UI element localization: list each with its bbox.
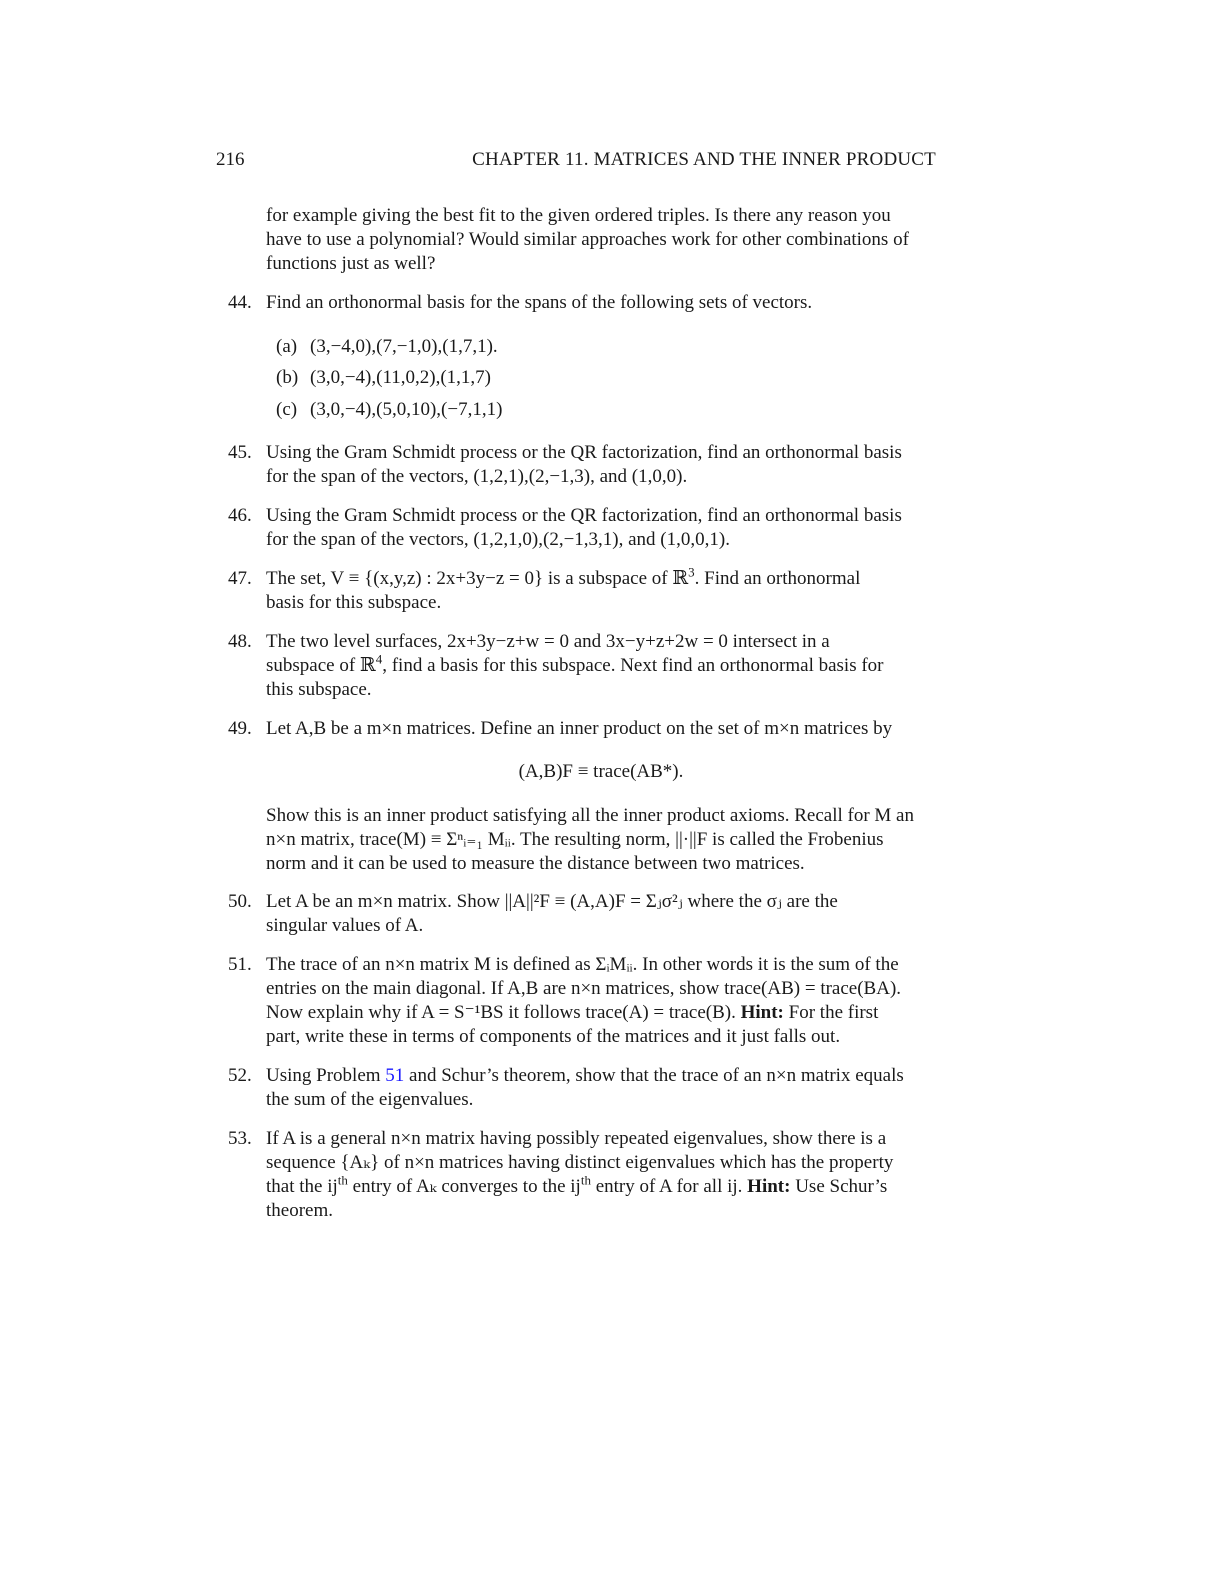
problem-text [266, 890, 936, 938]
text-span: Now explain why if A = S⁻¹BS it follows trace(A) = trace(B). [266, 1002, 736, 1023]
problem-number: 46. [228, 505, 252, 526]
text-line: If A is a general n×n matrix having possibly repeated eigenvalues, show there is a [266, 1128, 887, 1149]
text-line [266, 1172, 936, 1199]
problem-number: 52. [228, 1065, 252, 1086]
problem-reference-link[interactable]: 51 [385, 1065, 405, 1086]
superscript: th [580, 1172, 591, 1188]
subitem-b [276, 366, 776, 390]
text-line: part, write these in terms of components of the matrices and it just falls out. [266, 1026, 841, 1047]
text-line: The two level surfaces, 2x+3y−z+w = 0 and 3x−y+z+2w = 0 intersect in a [266, 631, 830, 652]
vector-set: (3,0,−4),(11,0,2),(1,1,7) [310, 367, 491, 388]
superscript: th [337, 1172, 348, 1188]
problem-text [266, 564, 936, 615]
problem-text [266, 504, 936, 552]
text-line: Show this is an inner product satisfying all the inner product axioms. Recall for M an [266, 805, 914, 826]
text-span: . Find an orthonormal [694, 568, 861, 589]
text-span: entry of Aₖ converges to the ij [352, 1176, 581, 1197]
text-line: n×n matrix, trace(M) ≡ Σⁿᵢ₌₁ Mᵢᵢ. The resulting norm, ||·||F is called the Frobenius [266, 829, 884, 850]
vector-set: (3,0,−4),(5,0,10),(−7,1,1) [310, 399, 503, 420]
text-line: this subspace. [266, 679, 372, 700]
text-span: entry of A for all ij. [595, 1176, 743, 1197]
text-span: Use Schur’s [795, 1176, 888, 1197]
text-span: subspace of ℝ [266, 655, 376, 676]
problem-text [266, 1064, 936, 1112]
problem-text [266, 630, 936, 702]
problem-text [266, 441, 936, 489]
text-line: Using the Gram Schmidt process or the QR factorization, find an orthonormal basis [266, 442, 902, 463]
text-span: , find a basis for this subspace. Next find an orthonormal basis for [382, 655, 884, 676]
problem-text [266, 953, 936, 1049]
text-line: Using the Gram Schmidt process or the QR factorization, find an orthonormal basis [266, 505, 902, 526]
text-line: Let A be an m×n matrix. Show ||A||²F ≡ (A,A)F = Σⱼσ²ⱼ where the σⱼ are the [266, 891, 838, 912]
text-line: theorem. [266, 1200, 334, 1221]
chapter-title: CHAPTER 11. MATRICES AND THE INNER PRODUCT [472, 149, 936, 170]
subitem-c [276, 398, 776, 422]
subitem-label: (a) [276, 336, 298, 357]
problem-number: 53. [228, 1128, 252, 1149]
text-line: The trace of an n×n matrix M is defined as ΣᵢMᵢᵢ. In other words it is the sum of the [266, 954, 899, 975]
problem-number: 44. [228, 292, 252, 313]
problem-number: 49. [228, 718, 252, 739]
text-span: For the first [788, 1002, 879, 1023]
problem-number: 47. [228, 568, 252, 589]
text-line: the sum of the eigenvalues. [266, 1089, 474, 1110]
hint-label: Hint: [747, 1176, 791, 1197]
text-line: sequence {Aₖ} of n×n matrices having distinct eigenvalues which has the property [266, 1152, 894, 1173]
text-line [266, 1001, 936, 1025]
subitem-label: (b) [276, 367, 299, 388]
text-line [266, 1064, 936, 1088]
intro-paragraph [266, 204, 936, 276]
text-line: have to use a polynomial? Would similar approaches work for other combinations of [266, 229, 909, 250]
problem-number: 50. [228, 891, 252, 912]
vector-set: (3,−4,0),(7,−1,0),(1,7,1). [310, 336, 498, 357]
page-number: 216 [216, 149, 245, 170]
problem-text [266, 1127, 936, 1223]
text-span: The set, V ≡ {(x,y,z) : 2x+3y−z = 0} is a subspace of ℝ [266, 568, 689, 589]
superscript: 3 [688, 564, 695, 580]
text-line: functions just as well? [266, 253, 436, 274]
problem-text: Find an orthonormal basis for the spans of the following sets of vectors. [266, 292, 813, 313]
text-line [266, 564, 936, 591]
text-line: norm and it can be used to measure the distance between two matrices. [266, 853, 805, 874]
text-line: for the span of the vectors, (1,2,1,0),(2,−1,3,1), and (1,0,0,1). [266, 529, 730, 550]
problem-49-continued [266, 804, 936, 876]
text-span: that the ij [266, 1176, 338, 1197]
text-span: Using Problem [266, 1065, 381, 1086]
problem-number: 51. [228, 954, 252, 975]
text-line: basis for this subspace. [266, 592, 442, 613]
text-line: for example giving the best fit to the given ordered triples. Is there any reason you [266, 205, 891, 226]
superscript: 4 [375, 651, 383, 667]
text-span: and Schur’s theorem, show that the trace of an n×n matrix equals [409, 1065, 904, 1086]
text-line: for the span of the vectors, (1,2,1),(2,−1,3), and (1,0,0). [266, 466, 688, 487]
text-line: singular values of A. [266, 915, 424, 936]
subitem-label: (c) [276, 399, 298, 420]
problem-text: Let A,B be a m×n matrices. Define an inner product on the set of m×n matrices by [266, 718, 893, 739]
text-line: entries on the main diagonal. If A,B are n×n matrices, show trace(AB) = trace(BA). [266, 978, 902, 999]
problem-number: 48. [228, 631, 252, 652]
display-equation: (A,B)F ≡ trace(AB*). [518, 761, 684, 782]
running-header [216, 148, 936, 172]
subitem-a [276, 335, 776, 359]
hint-label: Hint: [740, 1002, 784, 1023]
problem-number: 45. [228, 442, 252, 463]
text-line [266, 651, 936, 678]
